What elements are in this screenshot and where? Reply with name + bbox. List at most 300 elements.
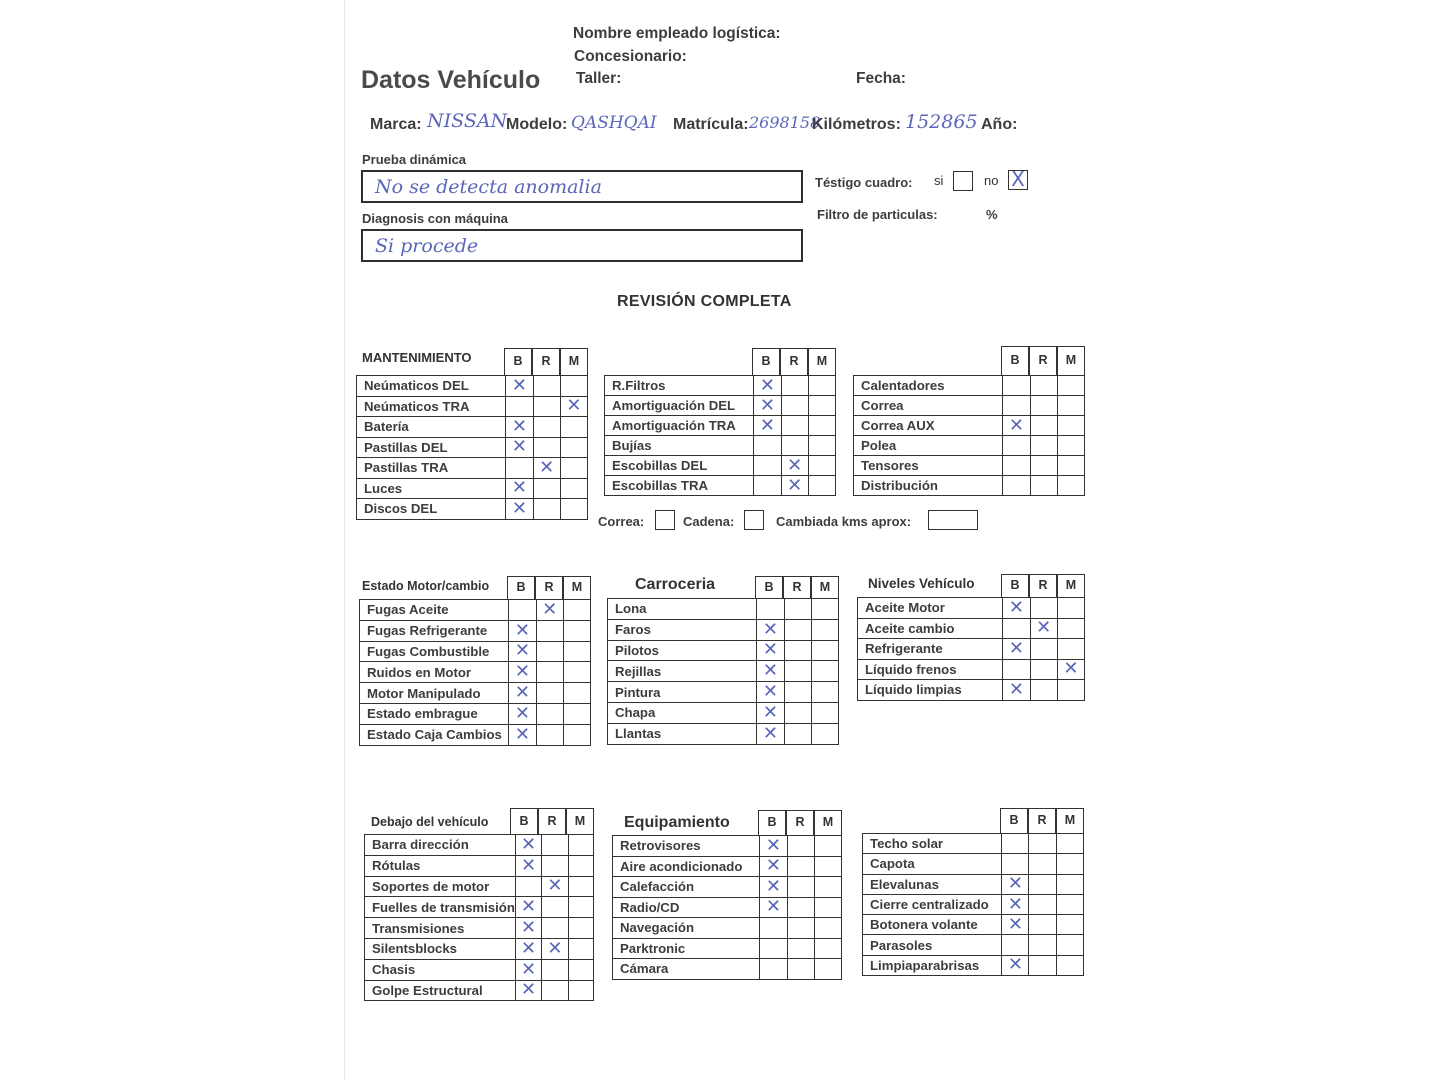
debajo-group-title: Debajo del vehículo (371, 815, 489, 829)
debajo-cell-m[interactable] (568, 918, 593, 939)
debajo-cell-r[interactable] (542, 959, 568, 980)
niveles-cell-m[interactable] (1057, 598, 1084, 619)
extras-row-label: Cierre centralizado (863, 894, 1002, 914)
prueba-dinamica-field[interactable] (361, 170, 803, 203)
table-row (863, 894, 1084, 914)
check-mark-icon: ✕ (787, 474, 803, 496)
distribucion-cell-b[interactable] (1003, 456, 1030, 476)
check-mark-icon: ✕ (521, 958, 537, 980)
filtros-cell-r[interactable] (781, 436, 808, 456)
table-row (608, 702, 839, 723)
distribucion-cell-b[interactable] (1003, 416, 1030, 436)
filtros-cell-r[interactable] (781, 396, 808, 416)
debajo-cell-b[interactable] (515, 855, 541, 876)
table-row (858, 659, 1085, 680)
mantenimiento-cell-b[interactable] (506, 376, 533, 397)
filtros-cell-r[interactable] (781, 376, 808, 396)
equipamiento-cell-r[interactable] (787, 836, 814, 857)
filtros-cell-m[interactable] (808, 376, 835, 396)
filtros-cell-b[interactable] (754, 476, 781, 496)
filtros-cell-m[interactable] (808, 456, 835, 476)
filtro-particulas-unit: % (986, 207, 998, 222)
table-row (608, 661, 839, 682)
carroceria-cell-b[interactable] (757, 723, 784, 744)
extras-table (862, 833, 1084, 976)
check-mark-icon: ✕ (539, 456, 555, 478)
extras-cell-m[interactable] (1056, 894, 1083, 914)
distribucion-row-label: Correa (854, 396, 1003, 416)
debajo-cell-b[interactable] (515, 918, 541, 939)
carroceria-cell-b[interactable] (757, 661, 784, 682)
motor-cell-b[interactable] (509, 620, 536, 641)
check-mark-icon: ✕ (1008, 678, 1024, 700)
mantenimiento-row-label: Neúmaticos TRA (357, 396, 506, 417)
niveles-cell-m[interactable] (1057, 618, 1084, 639)
extras-col-b-header: B (1000, 808, 1028, 834)
filtros-cell-r[interactable] (781, 476, 808, 496)
debajo-cell-b[interactable] (515, 938, 541, 959)
extras-cell-r[interactable] (1029, 935, 1056, 955)
distribucion-cell-m[interactable] (1057, 456, 1084, 476)
debajo-cell-r[interactable] (542, 980, 568, 1001)
niveles-cell-b[interactable] (1003, 659, 1030, 680)
table-row (613, 959, 842, 980)
table-row (858, 618, 1085, 639)
equipamiento-cell-b[interactable] (760, 856, 787, 877)
extras-cell-b[interactable] (1002, 935, 1029, 955)
filtros-cell-b[interactable] (754, 456, 781, 476)
distribucion-cell-m[interactable] (1057, 416, 1084, 436)
extras-cell-m[interactable] (1056, 955, 1083, 975)
check-mark-icon: ✕ (514, 702, 530, 724)
table-row (858, 598, 1085, 619)
table-row (605, 416, 836, 436)
filtros-cell-b[interactable] (754, 436, 781, 456)
matricula-value[interactable]: 2698158 (749, 113, 821, 132)
carroceria-cell-m[interactable] (811, 599, 838, 620)
debajo-row-label: Golpe Estructural (365, 980, 516, 1001)
revision-completa-title: REVISIÓN COMPLETA (617, 293, 792, 310)
equipamiento-cell-m[interactable] (814, 959, 841, 980)
check-mark-icon: ✕ (759, 374, 775, 396)
debajo-cell-m[interactable] (568, 835, 593, 856)
table-row (854, 396, 1085, 416)
mantenimiento-cell-m[interactable] (560, 396, 587, 417)
cadena-label: Cadena: (683, 514, 735, 529)
motor-cell-b[interactable] (509, 662, 536, 683)
ano-label: Año: (981, 116, 1018, 133)
equipamiento-cell-r[interactable] (787, 938, 814, 959)
equipamiento-cell-m[interactable] (814, 877, 841, 898)
carroceria-cell-r[interactable] (784, 661, 811, 682)
extras-cell-r[interactable] (1029, 854, 1056, 874)
motor-cell-b[interactable] (509, 724, 536, 745)
mantenimiento-cell-m[interactable] (560, 458, 587, 479)
debajo-cell-b[interactable] (515, 897, 541, 918)
check-mark-icon: ✕ (511, 497, 527, 519)
mantenimiento-cell-r[interactable] (533, 396, 560, 417)
debajo-cell-m[interactable] (568, 855, 593, 876)
motor-row-label: Estado embrague (360, 703, 509, 724)
extras-cell-m[interactable] (1056, 915, 1083, 935)
fecha-label: Fecha: (856, 70, 906, 87)
motor-cell-b[interactable] (509, 683, 536, 704)
distribucion-row-label: Calentadores (854, 376, 1003, 396)
distribucion-cell-m[interactable] (1057, 476, 1084, 496)
extras-cell-r[interactable] (1029, 874, 1056, 894)
check-mark-icon: ✕ (762, 660, 778, 682)
motor-cell-r[interactable] (536, 641, 563, 662)
table-row (357, 458, 588, 479)
distribucion-cell-b[interactable] (1003, 436, 1030, 456)
table-row (605, 456, 836, 476)
equipamiento-cell-m[interactable] (814, 836, 841, 857)
niveles-cell-b[interactable] (1003, 639, 1030, 660)
equipamiento-cell-r[interactable] (787, 918, 814, 939)
table-row (365, 835, 594, 856)
motor-cell-r[interactable] (536, 703, 563, 724)
motor-cell-m[interactable] (563, 683, 590, 704)
extras-cell-r[interactable] (1029, 915, 1056, 935)
check-mark-icon: ✕ (1008, 637, 1024, 659)
extras-cell-b[interactable] (1002, 874, 1029, 894)
carroceria-cell-m[interactable] (811, 682, 838, 703)
carroceria-cell-m[interactable] (811, 640, 838, 661)
distribucion-cell-r[interactable] (1030, 456, 1057, 476)
mantenimiento-cell-r[interactable] (533, 478, 560, 499)
motor-cell-m[interactable] (563, 620, 590, 641)
marca-label: Marca: (370, 116, 422, 133)
carroceria-row-label: Lona (608, 599, 757, 620)
extras-cell-m[interactable] (1056, 834, 1083, 854)
extras-row-label: Parasoles (863, 935, 1002, 955)
check-mark-icon: ✕ (1007, 893, 1023, 915)
distribucion-cell-b[interactable] (1003, 396, 1030, 416)
distribucion-cell-r[interactable] (1030, 416, 1057, 436)
carroceria-cell-m[interactable] (811, 619, 838, 640)
motor-cell-r[interactable] (536, 662, 563, 683)
equipamiento-cell-r[interactable] (787, 856, 814, 877)
mantenimiento-cell-m[interactable] (560, 478, 587, 499)
filtros-row-label: Escobillas DEL (605, 456, 754, 476)
distribucion-cell-m[interactable] (1057, 376, 1084, 396)
debajo-row-label: Silentsblocks (365, 938, 516, 959)
extras-cell-m[interactable] (1056, 935, 1083, 955)
filtros-cell-r[interactable] (781, 416, 808, 436)
equipamiento-cell-b[interactable] (760, 877, 787, 898)
niveles-cell-b[interactable] (1003, 680, 1030, 701)
mantenimiento-cell-b[interactable] (506, 458, 533, 479)
mantenimiento-cell-b[interactable] (506, 396, 533, 417)
niveles-cell-r[interactable] (1030, 659, 1057, 680)
niveles-col-r-header: R (1029, 574, 1057, 598)
debajo-cell-b[interactable] (515, 835, 541, 856)
debajo-row-label: Soportes de motor (365, 876, 516, 897)
equipamiento-row-label: Parktronic (613, 938, 760, 959)
check-mark-icon: ✕ (521, 917, 537, 939)
cambiada-kms-label: Cambiada kms aprox: (776, 514, 912, 529)
mantenimiento-cell-b[interactable] (506, 437, 533, 458)
filtros-cell-r[interactable] (781, 456, 808, 476)
debajo-cell-b[interactable] (515, 876, 541, 897)
debajo-cell-m[interactable] (568, 897, 593, 918)
prueba-dinamica-value: No se detecta anomalia (375, 176, 602, 198)
extras-cell-r[interactable] (1029, 955, 1056, 975)
extras-cell-r[interactable] (1029, 894, 1056, 914)
table-row (357, 478, 588, 499)
carroceria-cell-r[interactable] (784, 619, 811, 640)
carroceria-cell-r[interactable] (784, 640, 811, 661)
equipamiento-row-label: Calefacción (613, 877, 760, 898)
modelo-label: Modelo: (506, 116, 568, 133)
equipamiento-cell-b[interactable] (760, 897, 787, 918)
extras-row-label: Botonera volante (863, 915, 1002, 935)
niveles-cell-m[interactable] (1057, 639, 1084, 660)
mantenimiento-cell-r[interactable] (533, 417, 560, 438)
niveles-cell-m[interactable] (1057, 680, 1084, 701)
carroceria-cell-r[interactable] (784, 723, 811, 744)
check-mark-icon: ✕ (511, 374, 527, 396)
motor-cell-b[interactable] (509, 703, 536, 724)
diagnosis-field[interactable] (361, 229, 803, 262)
testigo-cuadro-label: Téstigo cuadro: (815, 175, 913, 190)
motor-cell-m[interactable] (563, 703, 590, 724)
carroceria-group-title: Carroceria (635, 576, 716, 593)
distribucion-cell-m[interactable] (1057, 396, 1084, 416)
check-mark-icon: ✕ (1063, 658, 1079, 680)
mantenimiento-cell-b[interactable] (506, 478, 533, 499)
testigo-no-label: no (984, 173, 999, 188)
check-mark-icon: ✕ (762, 701, 778, 723)
equipamiento-cell-r[interactable] (787, 959, 814, 980)
debajo-col-m-header: M (566, 808, 594, 835)
extras-cell-m[interactable] (1056, 854, 1083, 874)
mantenimiento-cell-m[interactable] (560, 499, 587, 520)
equipamiento-cell-m[interactable] (814, 897, 841, 918)
equipamiento-cell-b[interactable] (760, 959, 787, 980)
mantenimiento-cell-m[interactable] (560, 437, 587, 458)
check-mark-icon: ✕ (1007, 913, 1023, 935)
equipamiento-row-label: Cámara (613, 959, 760, 980)
equipamiento-col-r-header: R (786, 810, 814, 836)
niveles-cell-r[interactable] (1030, 618, 1057, 639)
check-mark-icon: ✕ (765, 896, 781, 918)
debajo-cell-r[interactable] (542, 918, 568, 939)
niveles-cell-r[interactable] (1030, 639, 1057, 660)
filtros-cell-b[interactable] (754, 396, 781, 416)
motor-cell-b[interactable] (509, 641, 536, 662)
testigo-no-mark: X (1011, 167, 1025, 191)
motor-row-label: Motor Manipulado (360, 683, 509, 704)
check-mark-icon: ✕ (762, 681, 778, 703)
carroceria-cell-m[interactable] (811, 661, 838, 682)
modelo-value[interactable]: QASHQAI (571, 113, 657, 133)
carroceria-col-b-header: B (755, 576, 783, 599)
table-row (360, 703, 591, 724)
distribucion-cell-b[interactable] (1003, 376, 1030, 396)
niveles-cell-m[interactable] (1057, 659, 1084, 680)
carroceria-cell-b[interactable] (757, 682, 784, 703)
debajo-cell-m[interactable] (568, 959, 593, 980)
table-row (360, 641, 591, 662)
filtros-cell-m[interactable] (808, 416, 835, 436)
filtros-cell-m[interactable] (808, 476, 835, 496)
debajo-cell-m[interactable] (568, 980, 593, 1001)
mantenimiento-row-label: Batería (357, 417, 506, 438)
filtros-cell-b[interactable] (754, 376, 781, 396)
extras-cell-b[interactable] (1002, 915, 1029, 935)
niveles-cell-b[interactable] (1003, 598, 1030, 619)
niveles-cell-r[interactable] (1030, 680, 1057, 701)
distribucion-cell-b[interactable] (1003, 476, 1030, 496)
mantenimiento-table (356, 375, 588, 520)
equipamiento-cell-r[interactable] (787, 897, 814, 918)
equipamiento-cell-m[interactable] (814, 938, 841, 959)
carroceria-cell-m[interactable] (811, 723, 838, 744)
carroceria-cell-b[interactable] (757, 619, 784, 640)
debajo-cell-r[interactable] (542, 855, 568, 876)
extras-cell-b[interactable] (1002, 894, 1029, 914)
equipamiento-cell-b[interactable] (760, 918, 787, 939)
carroceria-cell-b[interactable] (757, 599, 784, 620)
table-row (854, 376, 1085, 396)
cadena-checkbox[interactable] (744, 510, 764, 530)
mantenimiento-row-label: Pastillas TRA (357, 458, 506, 479)
debajo-cell-m[interactable] (568, 938, 593, 959)
check-mark-icon: ✕ (1007, 954, 1023, 976)
carroceria-cell-r[interactable] (784, 702, 811, 723)
distribucion-cell-r[interactable] (1030, 376, 1057, 396)
debajo-cell-m[interactable] (568, 876, 593, 897)
equipamiento-cell-m[interactable] (814, 856, 841, 877)
debajo-cell-r[interactable] (542, 897, 568, 918)
extras-cell-b[interactable] (1002, 955, 1029, 975)
check-mark-icon: ✕ (1008, 596, 1024, 618)
equipamiento-cell-r[interactable] (787, 877, 814, 898)
testigo-si-checkbox[interactable] (953, 171, 973, 191)
mantenimiento-cell-r[interactable] (533, 499, 560, 520)
niveles-col-b-header: B (1001, 574, 1029, 598)
debajo-cell-b[interactable] (515, 980, 541, 1001)
extras-row-label: Techo solar (863, 834, 1002, 854)
mantenimiento-row-label: Discos DEL (357, 499, 506, 520)
check-mark-icon: ✕ (1007, 873, 1023, 895)
taller-label: Taller: (576, 70, 622, 87)
debajo-cell-r[interactable] (542, 876, 568, 897)
mantenimiento-cell-r[interactable] (533, 376, 560, 397)
niveles-cell-b[interactable] (1003, 618, 1030, 639)
check-mark-icon: ✕ (762, 722, 778, 744)
motor-cell-m[interactable] (563, 600, 590, 621)
mantenimiento-cell-r[interactable] (533, 458, 560, 479)
correa-checkbox[interactable] (655, 510, 675, 530)
table-row (360, 600, 591, 621)
extras-cell-m[interactable] (1056, 874, 1083, 894)
extras-col-m-header: M (1056, 808, 1084, 834)
motor-cell-m[interactable] (563, 724, 590, 745)
distribucion-col-b-header: B (1001, 346, 1029, 376)
filtros-cell-m[interactable] (808, 436, 835, 456)
motor-cell-m[interactable] (563, 662, 590, 683)
prueba-dinamica-label: Prueba dinámica (362, 152, 467, 167)
niveles-cell-r[interactable] (1030, 598, 1057, 619)
table-row (854, 436, 1085, 456)
motor-cell-r[interactable] (536, 600, 563, 621)
motor-cell-r[interactable] (536, 683, 563, 704)
motor-cell-r[interactable] (536, 724, 563, 745)
motor-cell-r[interactable] (536, 620, 563, 641)
check-mark-icon: ✕ (521, 854, 537, 876)
km-value[interactable]: 152865 (905, 111, 978, 133)
filtros-cell-b[interactable] (754, 416, 781, 436)
equipamiento-row-label: Radio/CD (613, 897, 760, 918)
debajo-row-label: Rótulas (365, 855, 516, 876)
distribucion-cell-r[interactable] (1030, 476, 1057, 496)
carroceria-cell-m[interactable] (811, 702, 838, 723)
testigo-si-label: si (934, 173, 944, 188)
mantenimiento-cell-b[interactable] (506, 417, 533, 438)
motor-row-label: Fugas Combustible (360, 641, 509, 662)
carroceria-cell-b[interactable] (757, 640, 784, 661)
carroceria-row-label: Chapa (608, 702, 757, 723)
concesionario-label: Concesionario: (574, 48, 687, 65)
distribucion-cell-m[interactable] (1057, 436, 1084, 456)
cambiada-kms-field[interactable] (928, 510, 978, 530)
table-row (357, 417, 588, 438)
motor-row-label: Estado Caja Cambios (360, 724, 509, 745)
extras-cell-b[interactable] (1002, 834, 1029, 854)
check-mark-icon: ✕ (762, 639, 778, 661)
distribucion-cell-r[interactable] (1030, 396, 1057, 416)
mantenimiento-row-label: Neúmaticos DEL (357, 376, 506, 397)
debajo-cell-r[interactable] (542, 938, 568, 959)
mantenimiento-cell-m[interactable] (560, 376, 587, 397)
mantenimiento-cell-r[interactable] (533, 437, 560, 458)
motor-cell-m[interactable] (563, 641, 590, 662)
equipamiento-cell-m[interactable] (814, 918, 841, 939)
filtros-cell-m[interactable] (808, 396, 835, 416)
carroceria-cell-r[interactable] (784, 682, 811, 703)
distribucion-cell-r[interactable] (1030, 436, 1057, 456)
carroceria-cell-b[interactable] (757, 702, 784, 723)
equipamiento-cell-b[interactable] (760, 836, 787, 857)
debajo-cell-b[interactable] (515, 959, 541, 980)
debajo-cell-r[interactable] (542, 835, 568, 856)
motor-col-r-header: R (535, 576, 563, 600)
carroceria-row-label: Llantas (608, 723, 757, 744)
motor-table (359, 599, 591, 746)
check-mark-icon: ✕ (765, 875, 781, 897)
table-row (605, 396, 836, 416)
motor-cell-b[interactable] (509, 600, 536, 621)
check-mark-icon: ✕ (514, 640, 530, 662)
table-row (605, 436, 836, 456)
equipamiento-cell-b[interactable] (760, 938, 787, 959)
extras-cell-r[interactable] (1029, 834, 1056, 854)
table-row (613, 856, 842, 877)
carroceria-cell-r[interactable] (784, 599, 811, 620)
extras-cell-b[interactable] (1002, 854, 1029, 874)
table-row (854, 416, 1085, 436)
mantenimiento-cell-b[interactable] (506, 499, 533, 520)
extras-row-label: Capota (863, 854, 1002, 874)
marca-value[interactable]: NISSAN (427, 110, 508, 132)
mantenimiento-cell-m[interactable] (560, 417, 587, 438)
distribucion-col-r-header: R (1029, 346, 1057, 376)
testigo-no-checkbox[interactable] (1008, 167, 1028, 191)
table-row (365, 938, 594, 959)
table-row (863, 915, 1084, 935)
